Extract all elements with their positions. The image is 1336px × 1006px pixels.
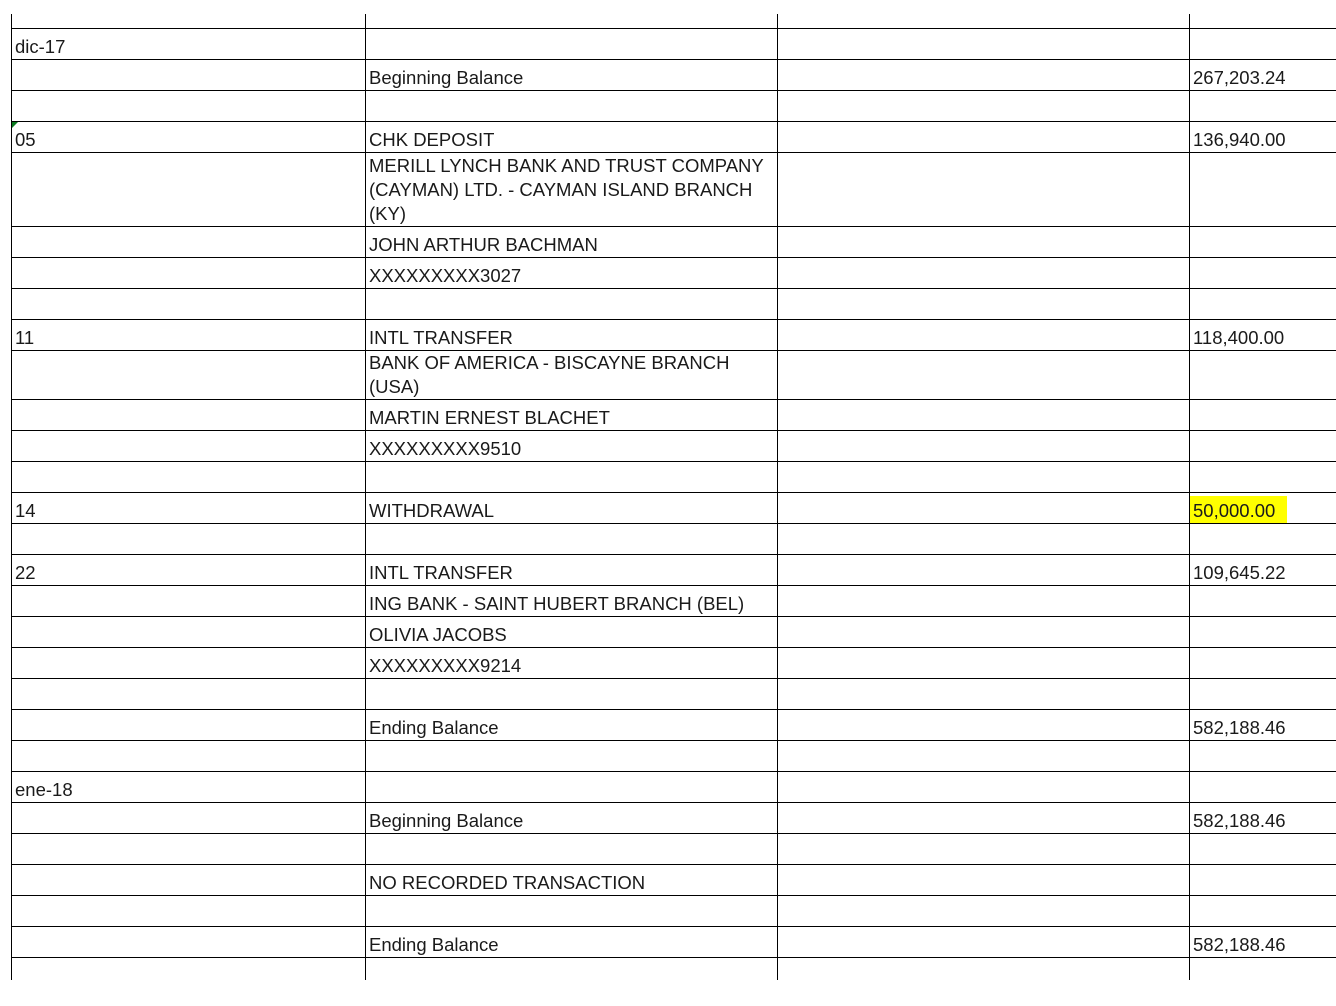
amount-cell[interactable] — [1190, 400, 1336, 431]
table-row[interactable] — [12, 258, 1336, 289]
description-cell[interactable]: XXXXXXXXX9214 — [366, 648, 778, 679]
amount-cell[interactable] — [1190, 91, 1336, 122]
empty-cell[interactable] — [778, 679, 1190, 710]
date-cell[interactable] — [12, 865, 366, 896]
empty-cell[interactable] — [778, 29, 1190, 60]
amount-cell[interactable]: 582,188.46 — [1190, 803, 1336, 834]
amount-cell[interactable]: 109,645.22 — [1190, 555, 1336, 586]
date-cell[interactable] — [12, 896, 366, 927]
description-cell[interactable]: BANK OF AMERICA - BISCAYNE BRANCH (USA) — [366, 351, 778, 400]
month-label-cell[interactable]: ene-18 — [12, 772, 366, 803]
table-row[interactable] — [12, 351, 1336, 400]
description-cell[interactable]: CHK DEPOSIT — [366, 122, 778, 153]
table-row[interactable] — [12, 896, 1336, 927]
description-cell[interactable]: OLIVIA JACOBS — [366, 617, 778, 648]
description-cell[interactable]: Beginning Balance — [366, 60, 778, 91]
amount-cell[interactable]: 267,203.24 — [1190, 60, 1336, 91]
description-cell[interactable] — [366, 91, 778, 122]
amount-cell[interactable] — [1190, 586, 1336, 617]
table-row[interactable] — [12, 400, 1336, 431]
description-cell[interactable] — [366, 679, 778, 710]
table-row[interactable] — [12, 648, 1336, 679]
table-row[interactable] — [12, 289, 1336, 320]
table-row[interactable] — [12, 431, 1336, 462]
empty-cell[interactable] — [778, 617, 1190, 648]
date-cell[interactable] — [12, 400, 366, 431]
amount-cell[interactable] — [1190, 227, 1336, 258]
amount-cell[interactable] — [1190, 896, 1336, 927]
description-cell[interactable]: XXXXXXXXX3027 — [366, 258, 778, 289]
description-cell[interactable] — [366, 834, 778, 865]
description-cell[interactable] — [366, 524, 778, 555]
date-cell[interactable] — [12, 648, 366, 679]
description-cell[interactable]: MARTIN ERNEST BLACHET — [366, 400, 778, 431]
empty-cell[interactable] — [778, 586, 1190, 617]
description-cell[interactable]: ING BANK - SAINT HUBERT BRANCH (BEL) — [366, 586, 778, 617]
table-row[interactable] — [12, 834, 1336, 865]
amount-cell[interactable] — [1190, 865, 1336, 896]
date-cell[interactable] — [12, 586, 366, 617]
empty-cell[interactable] — [778, 772, 1190, 803]
table-row[interactable] — [12, 803, 1336, 834]
empty-cell[interactable] — [778, 896, 1190, 927]
date-cell[interactable] — [12, 258, 366, 289]
empty-cell[interactable] — [778, 462, 1190, 493]
amount-cell[interactable] — [1190, 153, 1336, 227]
amount-cell[interactable]: 582,188.46 — [1190, 710, 1336, 741]
date-cell[interactable] — [12, 153, 366, 227]
description-cell[interactable]: Ending Balance — [366, 927, 778, 958]
amount-cell[interactable] — [1190, 351, 1336, 400]
empty-cell[interactable] — [778, 648, 1190, 679]
empty-cell[interactable] — [778, 351, 1190, 400]
empty-cell[interactable] — [778, 803, 1190, 834]
description-cell[interactable]: MERILL LYNCH BANK AND TRUST COMPANY (CAYMAN) LTD. - CAYMAN ISLAND BRANCH (KY) — [366, 153, 778, 227]
date-cell[interactable] — [12, 927, 366, 958]
description-cell[interactable] — [366, 772, 778, 803]
empty-cell[interactable] — [778, 227, 1190, 258]
date-cell[interactable]: 14 — [12, 493, 366, 524]
table-row[interactable] — [12, 865, 1336, 896]
date-cell[interactable] — [12, 431, 366, 462]
amount-cell[interactable] — [1190, 741, 1336, 772]
column-divider — [777, 14, 778, 28]
description-cell[interactable]: Ending Balance — [366, 710, 778, 741]
empty-cell[interactable] — [778, 493, 1190, 524]
amount-cell[interactable] — [1190, 648, 1336, 679]
empty-cell[interactable] — [778, 865, 1190, 896]
empty-cell[interactable] — [778, 122, 1190, 153]
column-divider — [1189, 958, 1190, 980]
date-cell[interactable]: 05 — [12, 122, 366, 153]
month-header-row[interactable] — [12, 772, 1336, 803]
amount-cell[interactable] — [1190, 258, 1336, 289]
empty-cell[interactable] — [778, 834, 1190, 865]
empty-cell[interactable] — [778, 710, 1190, 741]
description-cell[interactable] — [366, 741, 778, 772]
statement-sheet — [11, 14, 1336, 980]
column-divider — [11, 958, 12, 980]
date-cell[interactable] — [12, 710, 366, 741]
table-row[interactable] — [12, 555, 1336, 586]
table-row[interactable] — [12, 320, 1336, 351]
description-cell[interactable]: XXXXXXXXX9510 — [366, 431, 778, 462]
table-row[interactable] — [12, 710, 1336, 741]
date-cell[interactable] — [12, 91, 366, 122]
date-cell[interactable] — [12, 60, 366, 91]
table-row[interactable] — [12, 617, 1336, 648]
date-cell[interactable] — [12, 803, 366, 834]
empty-cell[interactable] — [778, 555, 1190, 586]
date-cell[interactable] — [12, 741, 366, 772]
amount-cell[interactable] — [1190, 617, 1336, 648]
empty-cell[interactable] — [778, 60, 1190, 91]
amount-cell[interactable] — [1190, 524, 1336, 555]
highlighted-amount: 50,000.00 — [1190, 496, 1287, 524]
column-top-edge — [11, 14, 1336, 28]
cell-comment-marker-icon — [12, 122, 18, 128]
date-cell[interactable] — [12, 524, 366, 555]
amount-cell[interactable] — [1190, 679, 1336, 710]
table-row[interactable] — [12, 493, 1336, 524]
table-row[interactable] — [12, 586, 1336, 617]
amount-cell[interactable] — [1190, 29, 1336, 60]
empty-cell[interactable] — [778, 289, 1190, 320]
amount-cell[interactable] — [1190, 289, 1336, 320]
amount-cell[interactable]: 136,940.00 — [1190, 122, 1336, 153]
date-cell[interactable] — [12, 289, 366, 320]
empty-cell[interactable] — [778, 91, 1190, 122]
empty-cell[interactable] — [778, 258, 1190, 289]
empty-cell[interactable] — [778, 400, 1190, 431]
amount-cell[interactable] — [1190, 834, 1336, 865]
table-row[interactable] — [12, 462, 1336, 493]
month-label-cell[interactable]: dic-17 — [12, 29, 366, 60]
description-cell[interactable]: Beginning Balance — [366, 803, 778, 834]
description-cell[interactable]: INTL TRANSFER — [366, 320, 778, 351]
table-row[interactable] — [12, 91, 1336, 122]
description-cell[interactable] — [366, 29, 778, 60]
table-row[interactable] — [12, 741, 1336, 772]
amount-cell[interactable] — [1190, 431, 1336, 462]
description-cell[interactable]: NO RECORDED TRANSACTION — [366, 865, 778, 896]
empty-cell[interactable] — [778, 741, 1190, 772]
amount-cell[interactable] — [1190, 493, 1336, 524]
table-row[interactable] — [12, 227, 1336, 258]
transactions-table — [11, 28, 1336, 958]
amount-cell[interactable]: 118,400.00 — [1190, 320, 1336, 351]
description-cell[interactable] — [366, 462, 778, 493]
table-row[interactable] — [12, 60, 1336, 91]
column-bottom-edge — [11, 958, 1336, 980]
amount-cell[interactable] — [1190, 772, 1336, 803]
date-cell[interactable]: 22 — [12, 555, 366, 586]
table-row[interactable] — [12, 122, 1336, 153]
amount-cell[interactable] — [1190, 462, 1336, 493]
date-cell[interactable]: 11 — [12, 320, 366, 351]
date-cell[interactable] — [12, 351, 366, 400]
amount-cell[interactable]: 582,188.46 — [1190, 927, 1336, 958]
date-cell[interactable] — [12, 462, 366, 493]
empty-cell[interactable] — [778, 153, 1190, 227]
column-divider — [11, 14, 12, 28]
empty-cell[interactable] — [778, 320, 1190, 351]
description-cell[interactable] — [366, 289, 778, 320]
date-cell[interactable] — [12, 227, 366, 258]
column-divider — [1189, 14, 1190, 28]
column-divider — [365, 14, 366, 28]
description-cell[interactable]: JOHN ARTHUR BACHMAN — [366, 227, 778, 258]
transactions-body — [12, 29, 1336, 958]
column-divider — [365, 958, 366, 980]
empty-cell[interactable] — [778, 431, 1190, 462]
empty-cell[interactable] — [778, 927, 1190, 958]
table-row[interactable] — [12, 927, 1336, 958]
month-header-row[interactable] — [12, 29, 1336, 60]
table-row[interactable] — [12, 679, 1336, 710]
description-cell[interactable]: INTL TRANSFER — [366, 555, 778, 586]
table-row[interactable] — [12, 153, 1336, 227]
empty-cell[interactable] — [778, 524, 1190, 555]
description-cell[interactable]: WITHDRAWAL — [366, 493, 778, 524]
date-cell[interactable] — [12, 679, 366, 710]
description-cell[interactable] — [366, 896, 778, 927]
date-cell[interactable] — [12, 834, 366, 865]
date-cell[interactable] — [12, 617, 366, 648]
table-row[interactable] — [12, 524, 1336, 555]
column-divider — [777, 958, 778, 980]
